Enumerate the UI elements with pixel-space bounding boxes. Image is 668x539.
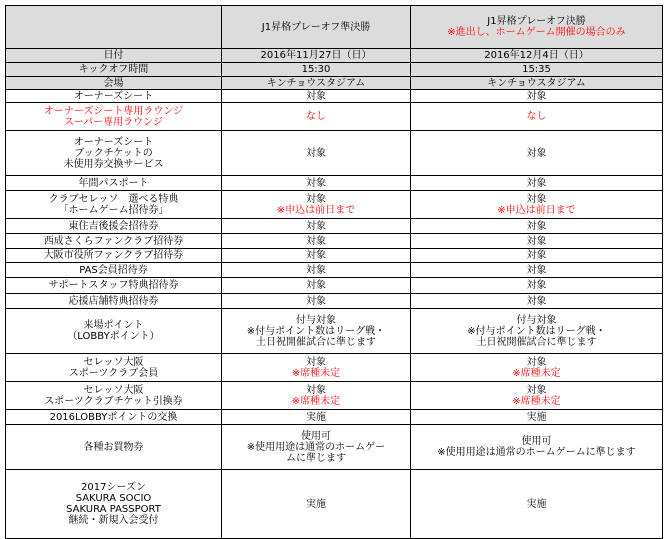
row-label (6, 49, 222, 63)
cell-line: 対象 (306, 384, 326, 396)
cell-line: ※進出し、ホームゲーム開催の場合のみ (447, 27, 626, 38)
cell-line: 対象 (306, 356, 326, 368)
semifinal-value (222, 234, 411, 249)
cell-line: 付与対象 (296, 314, 336, 326)
cell-line: 対象 (526, 384, 547, 396)
semifinal-value (222, 49, 411, 63)
cell-line: 対象 (526, 193, 547, 205)
cell-line: 対象 (306, 295, 326, 307)
cell-line: 対象 (306, 220, 326, 232)
final-value (411, 278, 663, 294)
cell-line: 会場 (103, 77, 124, 89)
semifinal-value (222, 77, 411, 90)
cell-line: 西成さくらファンクラブ招待券 (43, 235, 184, 247)
cell-line: ※席種未定 (291, 367, 341, 379)
cell-line: 2016年11月27日（日） (260, 50, 372, 61)
row-label (6, 234, 222, 249)
semifinal-value (222, 63, 411, 77)
cell-line: 対象 (526, 235, 547, 247)
table-row (6, 77, 663, 90)
final-value (411, 176, 663, 191)
cell-line: J1昇格プレーオフ準決勝 (261, 21, 371, 33)
table-row (6, 309, 663, 354)
semifinal-value (222, 425, 411, 470)
table-row (6, 90, 663, 103)
final-value (411, 425, 663, 470)
cell-line: 対象 (526, 147, 547, 159)
table-row (6, 410, 663, 425)
cell-line: キンチョウスタジアム (266, 77, 366, 89)
cell-line: PAS会員招待券 (79, 264, 148, 276)
header-semifinal (222, 6, 411, 49)
cell-line: 対象 (306, 90, 326, 102)
cell-line: 対象 (306, 280, 326, 291)
semifinal-value (222, 90, 411, 103)
semifinal-value (222, 191, 411, 219)
semifinal-value (222, 382, 411, 410)
row-label (6, 470, 222, 539)
cell-line: J1昇格プレーオフ決勝 (487, 16, 586, 27)
cell-line: ※使用用途は通常のホームゲー (246, 441, 386, 453)
cell-line: オーナーズシート (73, 90, 154, 102)
semifinal-value (222, 278, 411, 294)
final-value (411, 191, 663, 219)
header-empty-cell (6, 6, 222, 49)
cell-line: オーナーズシート専用ラウンジ (43, 105, 184, 117)
final-value (411, 90, 663, 103)
row-label (6, 90, 222, 103)
cell-line: 対象 (526, 250, 547, 261)
cell-line: 対象 (526, 220, 547, 232)
table-row (6, 354, 663, 382)
cell-line: 対象 (306, 147, 326, 159)
cell-line: 2016年12月4日（日） (484, 50, 589, 61)
cell-line: 東住吉後援会招待券 (68, 220, 159, 232)
table-row (6, 63, 663, 77)
row-label (6, 354, 222, 382)
cell-line: ※席種未定 (291, 395, 341, 407)
cell-line: 実施 (306, 411, 326, 423)
cell-line: 付与対象 (516, 314, 557, 326)
cell-line: 土日祝開催試合に準じます (476, 336, 597, 348)
row-label (6, 278, 222, 294)
table-row (6, 191, 663, 219)
table-row (6, 382, 663, 410)
semifinal-value (222, 249, 411, 263)
semifinal-value (222, 470, 411, 539)
row-label (6, 77, 222, 90)
cell-line: ※付与ポイント数はリーグ戦・ (246, 325, 386, 337)
cell-line: 来場ポイント (83, 320, 144, 331)
row-label (6, 249, 222, 263)
cell-line: ※付与ポイント数はリーグ戦・ (467, 325, 606, 337)
final-value (411, 77, 663, 90)
cell-line: 対象 (526, 264, 547, 276)
table-row (6, 103, 663, 131)
semifinal-value (222, 410, 411, 425)
semifinal-value (222, 219, 411, 234)
row-label (6, 294, 222, 309)
cell-line: 実施 (306, 498, 326, 510)
final-value (411, 470, 663, 539)
final-value (411, 219, 663, 234)
cell-line: オーナーズシート (73, 136, 154, 148)
cell-line: 対象 (526, 177, 547, 189)
cell-line: SAKURA SOCIO (75, 493, 152, 504)
cell-line: セレッソ大阪 (83, 356, 144, 368)
cell-line: ※申込は前日まで (497, 204, 576, 216)
cell-line: 使用可 (301, 430, 331, 442)
cell-line: クラブセレッソ 選べる特典 (48, 193, 179, 205)
cell-line: （LOBBYポイント） (67, 331, 160, 342)
cell-line: 2016LOBBYポイントの交換 (49, 411, 178, 423)
cell-line: 日付 (103, 50, 124, 61)
cell-line: 使用可 (521, 436, 552, 447)
table-row (6, 294, 663, 309)
cell-line: 年間パスポート (78, 177, 149, 189)
cell-line: スポーツクラブ会員 (68, 367, 159, 379)
final-value (411, 263, 663, 278)
final-value (411, 410, 663, 425)
cell-line: 実施 (526, 411, 547, 423)
row-label (6, 410, 222, 425)
row-label (6, 425, 222, 470)
cell-line: 「ホームゲーム招待券」 (58, 204, 169, 216)
cell-line: ムに準じます (286, 452, 346, 464)
final-value (411, 354, 663, 382)
semifinal-value (222, 263, 411, 278)
cell-line: 未使用券交換サービス (63, 158, 164, 170)
cell-line: 継続・新規入会受付 (68, 515, 159, 526)
row-label (6, 382, 222, 410)
table-row (6, 219, 663, 234)
row-label (6, 263, 222, 278)
cell-line: スポーツクラブチケット引換券 (44, 395, 183, 407)
row-label (6, 103, 222, 131)
cell-line: 対象 (306, 250, 326, 261)
semifinal-value (222, 309, 411, 354)
cell-line: スーパー専用ラウンジ (64, 116, 163, 128)
cell-line: ※申込は前日まで (276, 204, 356, 216)
cell-line: 対象 (526, 295, 547, 307)
semifinal-value (222, 176, 411, 191)
cell-line: 土日祝開催試合に準じます (256, 336, 376, 348)
cell-line: サポートスタッフ特典招待券 (48, 280, 179, 291)
final-value (411, 382, 663, 410)
cell-line: 対象 (306, 177, 326, 189)
cell-line: 実施 (526, 498, 547, 510)
row-label (6, 63, 222, 77)
table-row (6, 176, 663, 191)
header-final (411, 6, 663, 49)
final-value (411, 49, 663, 63)
cell-line: 応援店舗特典招待券 (68, 295, 159, 307)
cell-line: 対象 (526, 280, 547, 291)
final-value (411, 103, 663, 131)
row-label (6, 131, 222, 176)
semifinal-value (222, 354, 411, 382)
semifinal-value (222, 103, 411, 131)
row-label (6, 309, 222, 354)
cell-line: なし (526, 111, 547, 122)
row-label (6, 176, 222, 191)
row-label (6, 191, 222, 219)
header-row (6, 6, 663, 49)
cell-line: ※席種未定 (512, 395, 561, 407)
semifinal-value (222, 131, 411, 176)
final-value (411, 63, 663, 77)
cell-line: 対象 (306, 264, 326, 276)
cell-line: 15:35 (522, 64, 551, 75)
table-row (6, 249, 663, 263)
table-row (6, 425, 663, 470)
final-value (411, 249, 663, 263)
row-label (6, 219, 222, 234)
table-row (6, 131, 663, 176)
cell-line: セレッソ大阪 (83, 384, 144, 396)
table-row (6, 278, 663, 294)
cell-line: 対象 (306, 193, 326, 205)
cell-line: ブックチケットの (74, 147, 153, 159)
table-row (6, 49, 663, 63)
cell-line: 対象 (306, 235, 326, 247)
cell-line: キンチョウスタジアム (487, 77, 586, 89)
final-value (411, 234, 663, 249)
cell-line: なし (306, 111, 326, 122)
final-value (411, 294, 663, 309)
cell-line: 対象 (526, 356, 547, 368)
cell-line: ※席種未定 (512, 367, 561, 379)
cell-line: SAKURA PASSPORT (66, 504, 161, 515)
cell-line: 2017シーズン (81, 482, 146, 493)
final-value (411, 131, 663, 176)
cell-line: 15:30 (301, 64, 331, 75)
table-row (6, 470, 663, 539)
cell-line: 各種お買物券 (83, 441, 144, 453)
semifinal-value (222, 294, 411, 309)
table-row (6, 234, 663, 249)
cell-line: 大阪市役所ファンクラブ招待券 (43, 250, 184, 261)
ticket-benefits-table (5, 5, 663, 539)
cell-line: ※使用用途は通常のホームゲームに準じます (437, 447, 636, 458)
final-value (411, 309, 663, 354)
cell-line: キックオフ時間 (78, 64, 149, 75)
table-row (6, 263, 663, 278)
cell-line: 対象 (526, 90, 547, 102)
